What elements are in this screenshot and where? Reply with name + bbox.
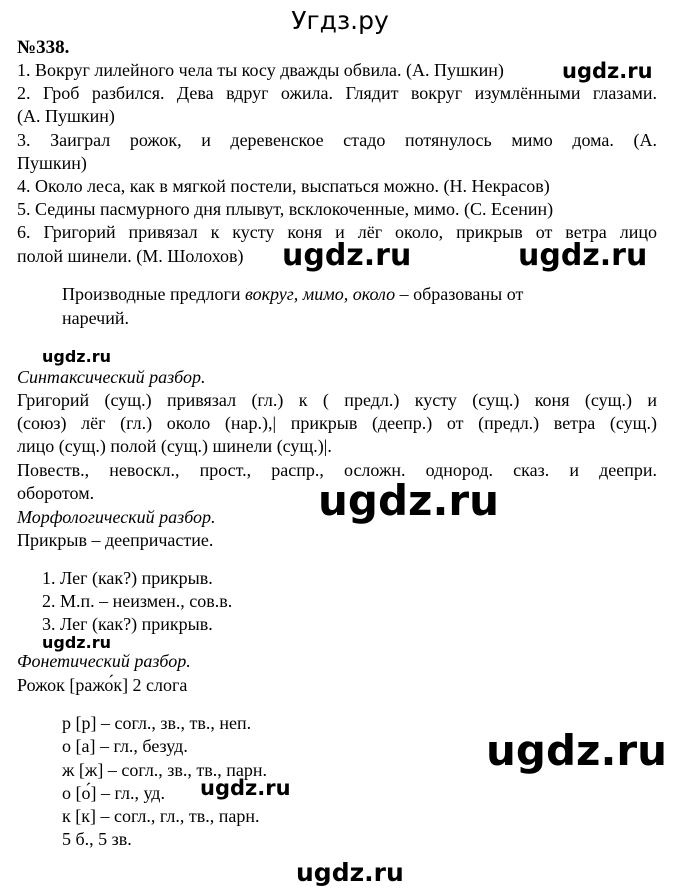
phon-title: Фонетический разбор. bbox=[17, 651, 191, 671]
watermark: ugdz.ru bbox=[318, 476, 500, 525]
morph-subject: Прикрыв – деепричастие. bbox=[17, 530, 214, 550]
sentence-line: Пушкин) bbox=[17, 153, 87, 173]
watermark: ugdz.ru bbox=[486, 726, 668, 775]
watermark-footer: ugdz.ru bbox=[296, 858, 404, 887]
sentence-line: 4. Около леса, как в мягкой постели, выспаться можно. (Н. Некрасов) bbox=[17, 176, 550, 196]
note-line-2: наречий. bbox=[62, 308, 129, 328]
morph-item: 2. М.п. – неизмен., сов.в. bbox=[42, 591, 233, 611]
syntax-title: Синтаксический разбор. bbox=[17, 367, 206, 387]
phon-summary: 5 б., 5 зв. bbox=[62, 829, 132, 849]
morph-item: 1. Лег (как?) прикрыв. bbox=[42, 568, 213, 588]
watermark: ugdz.ru bbox=[42, 347, 111, 366]
sentence-line: 1. Вокруг лилейного чела ты косу дважды обвила. (А. Пушкин) bbox=[17, 60, 504, 80]
syntax-line: лицо (сущ.) полой (сущ.) шинели (сущ.)|. bbox=[17, 436, 332, 456]
task-number: №338. bbox=[17, 37, 70, 58]
watermark: ugdz.ru bbox=[518, 238, 648, 273]
note-suffix: – образованы от bbox=[395, 284, 524, 304]
note-words: вокруг, мимо, около bbox=[245, 284, 396, 304]
sentence-line: полой шинели. (М. Шолохов) bbox=[17, 246, 244, 266]
derivative-note bbox=[62, 284, 656, 305]
phon-word: Рожок [ражо́к] 2 слога bbox=[17, 675, 188, 695]
morph-title: Морфологический разбор. bbox=[17, 507, 216, 527]
syntax-line: Григорий (сущ.) привязал (гл.) к ( предл.) кусту (сущ.) коня (сущ.) и bbox=[17, 390, 657, 410]
watermark: ugdz.ru bbox=[562, 59, 653, 83]
note-prefix: Производные предлоги bbox=[62, 284, 246, 304]
sentence-line: 6. Григорий привязал к кусту коня и лёг около, прикрыв от ветра лицо bbox=[17, 222, 657, 242]
sentence-line: 2. Гроб разбился. Дева вдруг ожила. Глядит вокруг изумлёнными глазами. bbox=[17, 83, 657, 103]
sentence-line: 3. Заиграл рожок, и деревенское стадо потянулось мимо дома. (А. bbox=[17, 130, 657, 150]
morph-item: 3. Лег (как?) прикрыв. bbox=[42, 614, 213, 634]
sentence-line: 5. Седины пасмурного дня плывут, всклокоченные, мимо. (С. Есенин) bbox=[17, 199, 554, 219]
phon-letter: о [а] – гл., безуд. bbox=[62, 736, 188, 756]
watermark: ugdz.ru bbox=[42, 633, 111, 652]
site-header: Угдз.ру bbox=[291, 6, 389, 35]
phon-letter: р [р] – согл., зв., тв., неп. bbox=[62, 713, 252, 733]
watermark: ugdz.ru bbox=[282, 238, 412, 273]
syntax-description: Повеств., невоскл., прост., распр., осложн. однород. сказ. и деепри. bbox=[17, 460, 657, 480]
phon-letter: ж [ж] – согл., зв., тв., парн. bbox=[62, 760, 268, 780]
sentence-line: (А. Пушкин) bbox=[17, 106, 115, 126]
syntax-description: оборотом. bbox=[17, 483, 95, 503]
phon-letter: к [к] – согл., гл., тв., парн. bbox=[62, 806, 260, 826]
syntax-line: (союз) лёг (гл.) около (нар.),| прикрыв (деепр.) от (предл.) ветра (сущ.) bbox=[17, 413, 657, 433]
phon-letter: о [о́] – гл., уд. bbox=[62, 783, 165, 803]
watermark: ugdz.ru bbox=[200, 776, 291, 800]
